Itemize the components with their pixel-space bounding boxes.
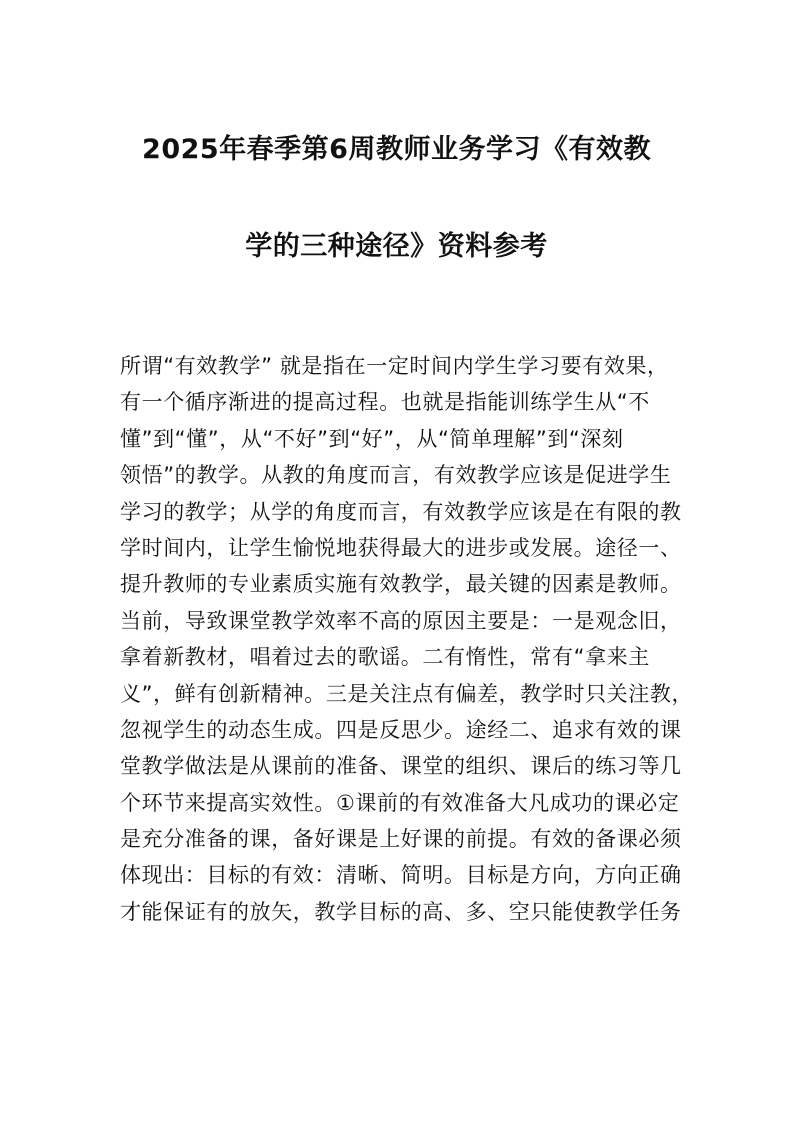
body-line: 提升教师的专业素质实施有效教学，最关键的因素是教师。: [120, 572, 682, 597]
body-line: 懂”到“懂”，从“不好”到“好”，从“简单理解”到“深刻: [120, 426, 624, 451]
body-line: 义”，鲜有创新精神。三是关注点有偏差，教学时只关注教，: [120, 681, 694, 706]
body-line: 学习的教学；从学的角度而言，有效教学应该是在有限的教: [120, 499, 682, 524]
document-body: [120, 352, 694, 934]
body-line: 个环节来提高实效性。①课前的有效准备大凡成功的课必定: [120, 790, 680, 815]
body-line: 当前，导致课堂教学效率不高的原因主要是：一是观念旧，: [120, 608, 682, 633]
body-line: 是充分准备的课，备好课是上好课的前提。有效的备课必须: [120, 827, 682, 852]
body-line: 堂教学做法是从课前的准备、课堂的组织、课后的练习等几: [120, 754, 682, 779]
body-line: 体现出：目标的有效：清晰、简明。目标是方向，方向正确: [120, 863, 682, 888]
body-line: 才能保证有的放矢，教学目标的高、多、空只能使教学任务: [120, 899, 682, 924]
document-title-line-2: 学的三种途径》资料参考: [245, 231, 548, 262]
body-line: 拿着新教材，唱着过去的歌谣。二有惰性，常有“拿来主: [120, 645, 650, 670]
body-line: 学时间内，让学生愉悦地获得最大的进步或发展。途径一、: [120, 535, 682, 560]
body-line: 有一个循序渐进的提高过程。也就是指能训练学生从“不: [120, 390, 650, 415]
body-line: 忽视学生的动态生成。四是反思少。途经二、追求有效的课: [120, 717, 682, 742]
body-line: 所谓“有效教学” 就是指在一定时间内学生学习要有效果，: [120, 354, 669, 378]
document-title-line-1: 2025年春季第6周教师业务学习《有效教: [142, 134, 651, 165]
body-line: 领悟”的教学。从教的角度而言，有效教学应该是促进学生: [120, 463, 672, 488]
